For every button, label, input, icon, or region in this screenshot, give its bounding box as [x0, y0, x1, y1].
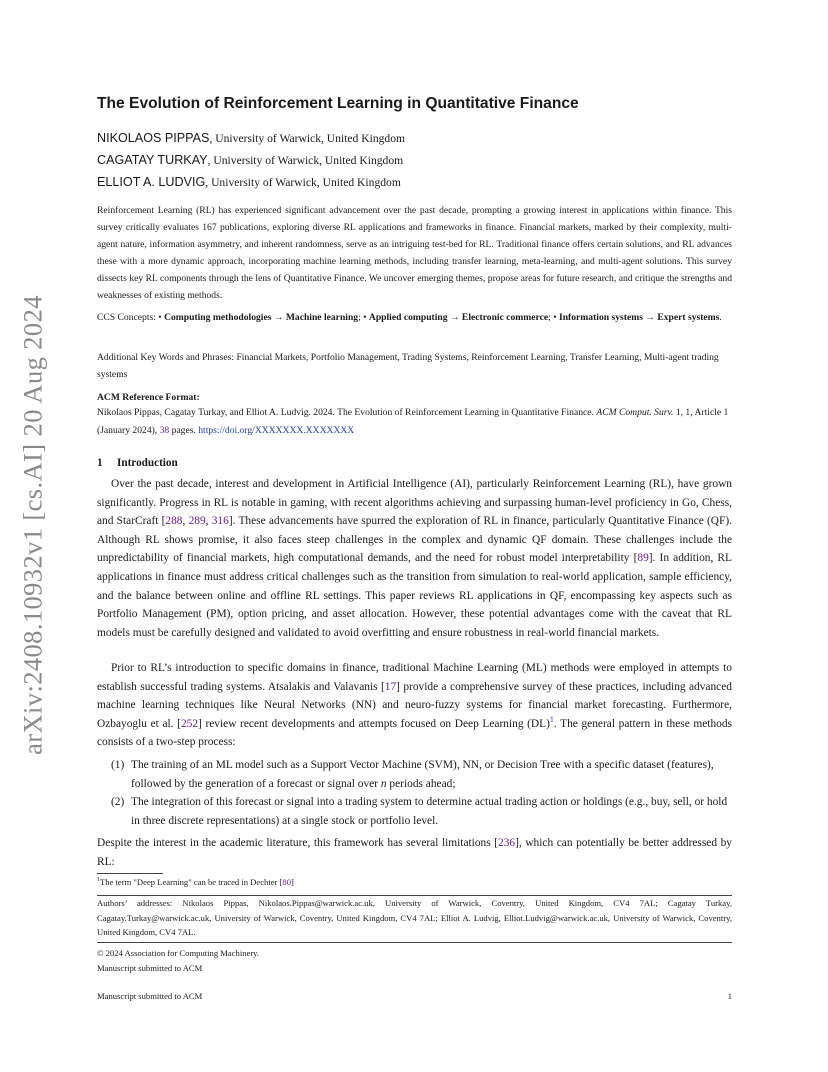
acm-reference-pages-link[interactable]: 38: [159, 425, 170, 436]
doi-link[interactable]: https://doi.org/XXXXXXX.XXXXXXX: [198, 425, 355, 436]
citation-link[interactable]: 89: [637, 552, 649, 565]
text-run: periods ahead;: [386, 777, 456, 790]
citation-link[interactable]: 288: [165, 515, 183, 528]
author-affiliation: , University of Warwick, United Kingdom: [209, 132, 406, 145]
list-item: [97, 793, 732, 830]
paper-title: The Evolution of Reinforcement Learning in Quantitative Finance: [97, 95, 579, 112]
text-run: ,: [182, 515, 189, 528]
text-run: ]. These advancements have spurred the exploration of RL in finance, particularly Quantitative Finance (QF). Although RL shows promise, it also faces steep challenges in the complex and dynamic QF domain. These challenges include the unpredictability of financial markets, high computational demands, and the need for robust model interpretability [: [97, 515, 732, 565]
author-name: NIKOLAOS PIPPAS: [97, 131, 210, 145]
author-list: [97, 127, 732, 193]
footnote-number: 1: [97, 877, 101, 884]
author-addresses: Authors’ addresses: Nikolaos Pippas, Nikolaos.Pippas@warwick.ac.uk, University of Warwick, Coventry, United Kingdom, CV4 7AL; Cagatay Turkay, Cagatay.Turkay@warwick.ac.uk, University of Warwick, Coventry, United Kingdom, CV4 7AL; Elliot A. Ludvig, Elliot.Ludvig@warwick.ac.uk, University of Warwick, Coventry, United Kingdom, CV4 7AL.: [97, 898, 732, 938]
submission-line: Manuscript submitted to ACM: [97, 962, 203, 973]
math-variable: n: [380, 777, 387, 790]
ccs-concept-3: Information systems → Expert systems: [558, 312, 720, 323]
text-run: Prior to RL’s introduction to specific domains in finance, traditional Machine Learning (ML) methods were employed in attempts to establish successful trading systems. Atsalakis and Valavanis [: [97, 662, 732, 693]
acm-reference-text: Nikolaos Pippas, Cagatay Turkay, and Elliot A. Ludvig. 2024. The Evolution of Reinforcement Learning in Quantitative Finance.: [97, 407, 597, 418]
footnote: [97, 876, 732, 888]
text-run: ,: [205, 515, 212, 528]
acm-reference-heading: ACM Reference Format:: [97, 392, 200, 403]
acm-reference-pages-suffix: pages.: [169, 425, 199, 436]
author-name: ELLIOT A. LUDVIG: [97, 175, 206, 189]
acm-reference: [97, 404, 732, 440]
section-number: 1: [97, 457, 103, 469]
text-run: Despite the interest in the academic literature, this framework has several limitations [: [97, 837, 499, 849]
paragraph-3: [97, 834, 732, 871]
text-run: The integration of this forecast or signal into a trading system to determine actual trading action or holdings (e.g., buy, sell, or hold in three discrete representations) at a single stock or portfolio level.: [131, 796, 728, 827]
citation-link[interactable]: 17: [384, 680, 397, 693]
citation-link[interactable]: 80: [282, 877, 291, 887]
list-marker: (2): [111, 796, 125, 809]
keywords: Additional Key Words and Phrases: Financial Markets, Portfolio Management, Trading Systems, Reinforcement Learning, Transfer Learning, Multi-agent trading systems: [97, 352, 719, 380]
acm-reference-journal: ACM Comput. Surv.: [596, 407, 674, 418]
ccs-prefix: CCS Concepts: •: [97, 312, 165, 323]
text-run: The training of an ML model such as a Support Vector Machine (SVM), NN, or Decision Tree with a specific dataset (features), followed by the generation of a forecast or signal over: [131, 759, 714, 790]
citation-link[interactable]: 289: [188, 515, 206, 528]
list-item: [97, 756, 732, 793]
ccs-concept-1: Computing methodologies → Machine learning: [164, 312, 359, 323]
footer-left: Manuscript submitted to ACM: [97, 991, 203, 1001]
ccs-end: .: [719, 312, 722, 323]
ccs-separator: ; •: [358, 312, 369, 323]
citation-link[interactable]: 252: [180, 717, 199, 730]
text-run: . The general pattern in these methods consists of a two-step process:: [97, 717, 732, 749]
arxiv-stamp: [18, 289, 48, 761]
divider: [97, 942, 732, 943]
text-run: ] provide a comprehensive survey of these practices, including advanced machine learning techniques like Neural Networks (NN) and neuro-fuzzy systems for financial market forecasting. Furthermore, Ozbayoglu et al. [: [97, 680, 732, 730]
list-marker: (1): [111, 759, 125, 771]
author-1: [97, 127, 732, 149]
ccs-concepts: [97, 309, 732, 326]
text-run: The term "Deep Learning" can be traced in Dechter [: [100, 877, 283, 887]
text-run: Over the past decade, interest and development in Artificial Intelligence (AI), particularly Reinforcement Learning (RL), have grown significantly. Progress in RL is notable in gaming, with recent algorithms achieving and surpassing human-level proficiency in Go, Chess, and StarCraft [: [97, 478, 732, 528]
ccs-concept-2: Applied computing → Electronic commerce: [368, 312, 549, 323]
ccs-separator: ; •: [548, 312, 559, 323]
author-name: CAGATAY TURKAY: [97, 153, 208, 167]
citation-link[interactable]: 236: [498, 837, 516, 849]
author-3: [97, 171, 732, 193]
copyright-block: [97, 946, 732, 975]
citation-link[interactable]: 316: [211, 515, 229, 528]
footnote-marker-link[interactable]: 1: [549, 714, 554, 724]
copyright-line: © 2024 Association for Computing Machinery.: [97, 948, 260, 958]
acm-reference-volume: 1, 1, Article 1 (January 2024),: [97, 407, 729, 436]
text-run: ]. In addition, RL applications in finance must address critical challenges such as the transition from simulation to real-world application, sample efficiency, and the balance between online and offline RL settings. This paper reviews RL applications in QF, encompassing key aspects such as Portfolio Management (PM), option pricing, and asset allocation. However, these potential advantages come with the caveat that RL models must be carefully designed and validated to avoid overfitting and ensure robustness in real-world financial markets.: [97, 552, 732, 639]
section-title: Introduction: [117, 457, 178, 469]
paragraph-1: [97, 475, 732, 642]
author-affiliation: , University of Warwick, United Kingdom: [207, 154, 404, 167]
text-run: ]: [291, 877, 294, 887]
section-heading: [97, 455, 732, 471]
arxiv-stamp-text: arXiv:2408.10932v1 [cs.AI] 20 Aug 2024: [17, 295, 48, 755]
numbered-list: [97, 756, 732, 830]
paragraph-2: [97, 659, 732, 752]
author-affiliation: , University of Warwick, United Kingdom: [205, 176, 401, 189]
text-run: ], which can potentially be better addressed by RL:: [97, 837, 732, 868]
text-run: ] review recent developments and attempts focused on Deep Learning (DL): [198, 717, 550, 730]
footnote-divider: [97, 873, 163, 874]
author-2: [97, 149, 732, 171]
abstract: Reinforcement Learning (RL) has experienced significant advancement over the past decade, prompting a growing interest in applications within finance. This survey critically evaluates 167 publications, exploring diverse RL applications and frameworks in finance. Financial markets, marked by their complexity, multi-agent nature, information asymmetry, and inherent randomness, serve as an intriguing test-bed for RL. Traditional finance offers certain solutions, and RL advances these with a more dynamic approach, incorporating machine learning methods, including transfer learning, meta-learning, and multi-agent solutions. This survey dissects key RL components through the lens of Quantitative Finance. We uncover emerging themes, propose areas for future research, and critique the strengths and weaknesses of existing methods.: [97, 205, 732, 301]
page-number: 1: [727, 991, 732, 1001]
